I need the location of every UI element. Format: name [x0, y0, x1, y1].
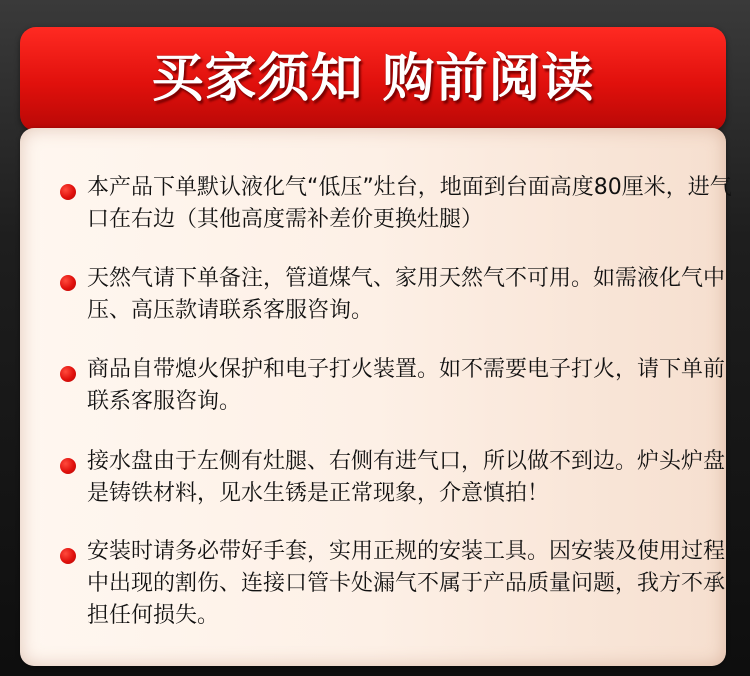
- notice-panel: [20, 128, 732, 666]
- red-dot-icon: [60, 184, 76, 200]
- red-dot-icon: [60, 275, 76, 291]
- notice-text: 商品自带熄火保护和电子打火装置。如不需要电子打火，请下单前联系客服咨询。: [87, 357, 726, 414]
- notice-text: 本产品下单默认液化气“低压”灶台，地面到台面高度80厘米，进气口在右边（其他高度需补差价更换灶腿）: [87, 175, 732, 232]
- header-banner: [20, 27, 726, 131]
- red-dot-icon: [60, 366, 76, 382]
- red-dot-icon: [60, 458, 76, 474]
- notice-text: 天然气请下单备注，管道煤气、家用天然气不可用。如需液化气中压、高压款请联系客服咨询。: [87, 266, 726, 323]
- red-dot-icon: [60, 548, 76, 564]
- notice-text: 安装时请务必带好手套，实用正规的安装工具。因安装及使用过程中出现的割伤、连接口管卡处漏气不属于产品质量问题，我方不承担任何损失。: [87, 539, 726, 628]
- page-title: 买家须知 购前阅读: [151, 49, 595, 109]
- notice-text: 接水盘由于左侧有灶腿、右侧有进气口，所以做不到边。炉头炉盘是铸铁材料，见水生锈是正常现象，介意慎拍！: [87, 449, 726, 506]
